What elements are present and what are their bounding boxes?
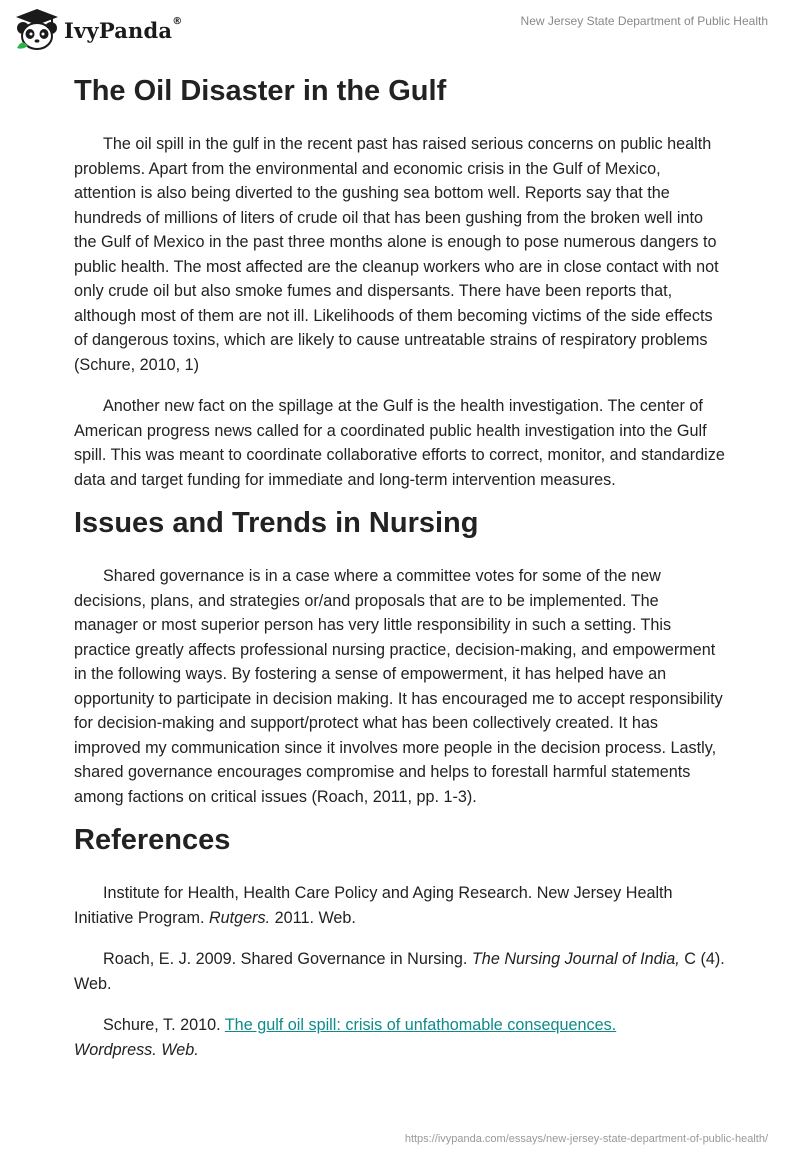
source-url[interactable]: https://ivypanda.com/essays/new-jersey-state-department-of-public-health/	[404, 1133, 768, 1145]
document-title: New Jersey State Department of Public Health	[520, 14, 768, 28]
paragraph: The oil spill in the gulf in the recent past has raised serious concerns on public health problems. Apart from the environmental and economic crisis in the Gulf of Mexico, attention is also being diverted to the gushing sea bottom well. Reports say that the hundreds of millions of liters of crude oil that has been gushing from the broken well into the Gulf of Mexico in the past three months alone is enough to pose numerous dangers to public health. The most affected are the cleanup workers who are in close contact with not only crude oil but also smoke fumes and dispersants. There have been reports that, although most of them are not ill. Likelihoods of them becoming victims of the side effects of dangerous toxins, which are likely to cause untreatable strains of respiratory problems (Schure, 2010, 1)	[74, 135, 719, 374]
essay-content	[74, 68, 726, 1062]
reference-link[interactable]: The gulf oil spill: crisis of unfathomable consequences.	[224, 1016, 617, 1034]
section-heading-oil-disaster: The Oil Disaster in the Gulf	[74, 75, 447, 107]
reference-item: Institute for Health, Health Care Policy and Aging Research. New Jersey Health Initiative Program. Rutgers. 2011. Web.	[74, 884, 673, 927]
paragraph: Shared governance is in a case where a committee votes for some of the new decisions, plans, and strategies or/and proposals that are to be implemented. The manager or most superior person has very little responsibility in such a setting. This practice greatly affects professional nursing practice, decision-making, and empowerment in the following ways. By fostering a sense of empowerment, it has helped have an opportunity to participate in decision making. It has encouraged me to accept responsibility for decision-making and support/protect what has been collectively created. It has improved my communication since it involves more people in the decision process. Lastly, shared governance encourages compromise and helps to forestall harmful statements among factions on critical issues (Roach, 2011, pp. 1-3).	[74, 567, 723, 806]
section-heading-nursing: Issues and Trends in Nursing	[74, 507, 479, 539]
page-header	[0, 0, 800, 60]
brand-name: IvyPanda®	[64, 15, 183, 43]
paragraph: Another new fact on the spillage at the Gulf is the health investigation. The center of American progress news called for a coordinated public health investigation into the Gulf spill. This was meant to coordinate collaborative efforts to correct, monitor, and standardize data and target funding for immediate and long-term intervention measures.	[74, 397, 725, 489]
panda-graduate-icon	[14, 8, 60, 52]
reference-item: Roach, E. J. 2009. Shared Governance in Nursing. The Nursing Journal of India, C (4). Web.	[74, 950, 725, 993]
ivypanda-logo[interactable]	[14, 8, 182, 52]
references-heading: References	[74, 824, 231, 856]
reference-item: Schure, T. 2010. The gulf oil spill: crisis of unfathomable consequences. Wordpress. Web.	[74, 1016, 617, 1059]
